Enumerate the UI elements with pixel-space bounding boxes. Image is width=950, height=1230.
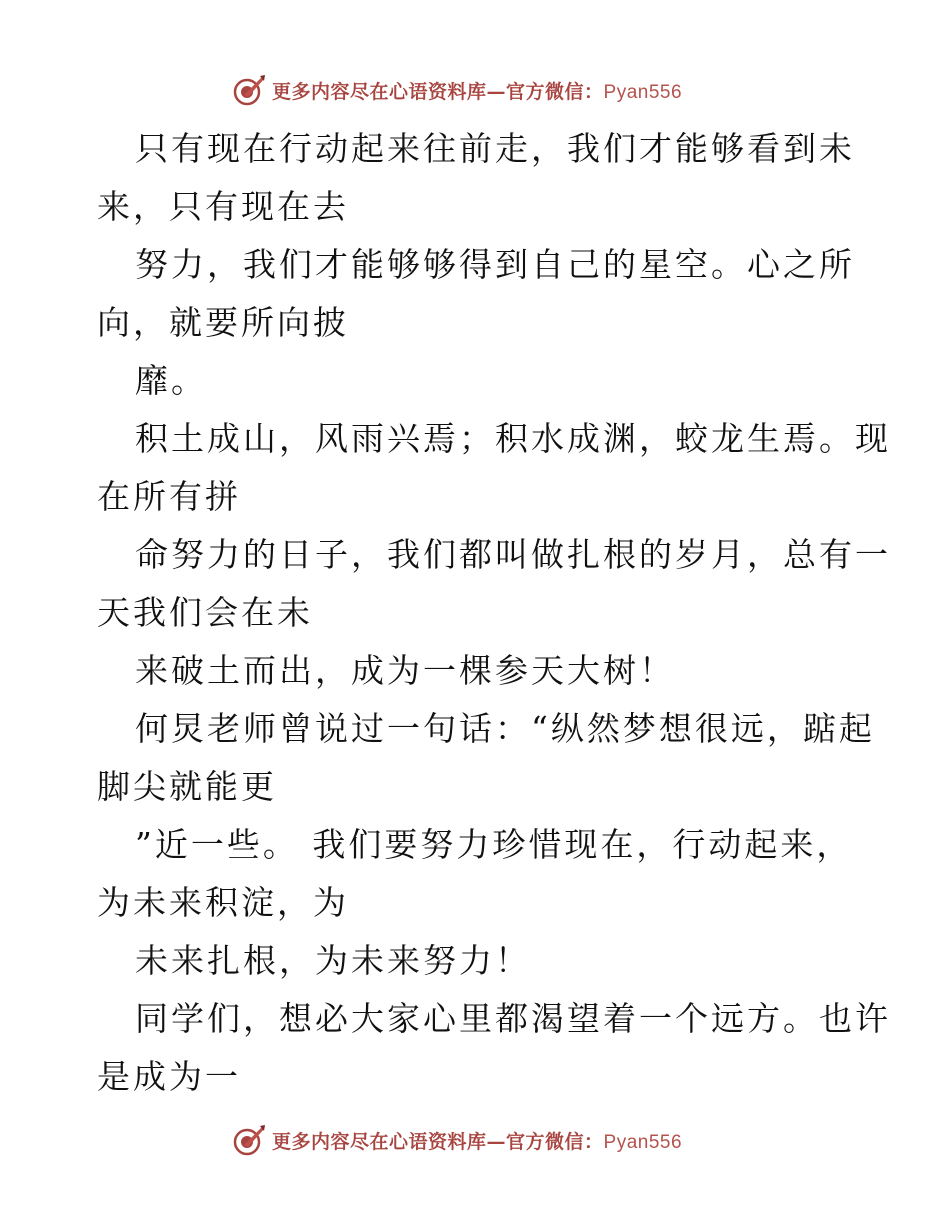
- footer-banner-text: 更多内容尽在心语资料库—官方微信：Pyan556: [272, 1130, 683, 1153]
- quill-logo-icon: [232, 73, 266, 107]
- header-banner-text: 更多内容尽在心语资料库—官方微信：Pyan556: [272, 80, 683, 103]
- quill-logo-icon: [232, 1123, 266, 1157]
- text-line: 积土成山，风雨兴焉；积水成渊，蛟龙生焉。现: [135, 419, 891, 458]
- header-banner: [232, 70, 732, 110]
- text-line: 只有现在行动起来往前走，我们才能够看到未: [135, 129, 855, 168]
- footer-wechat-id: Pyan556: [603, 1131, 683, 1153]
- footer-banner: [232, 1120, 732, 1160]
- text-line: 命努力的日子，我们都叫做扎根的岁月，总有一: [135, 535, 891, 574]
- text-line: 未来扎根，为未来努力！: [135, 941, 531, 980]
- text-line: 为未来积淀，为: [97, 883, 349, 922]
- text-line: 在所有拼: [97, 477, 241, 516]
- text-line: 努力，我们才能够够得到自己的星空。心之所: [135, 245, 855, 284]
- document-body: [97, 120, 891, 1106]
- header-wechat-id: Pyan556: [603, 81, 683, 103]
- text-line: 何炅老师曾说过一句话：“纵然梦想很远，踮起: [135, 709, 875, 748]
- text-line: 是成为一: [97, 1057, 241, 1096]
- text-line: 同学们，想必大家心里都渴望着一个远方。也许: [135, 999, 891, 1038]
- text-line: 靡。: [135, 361, 207, 400]
- text-line: 来破土而出，成为一棵参天大树！: [135, 651, 675, 690]
- text-line: 天我们会在未: [97, 593, 313, 632]
- text-line: ”近一些。 我们要努力珍惜现在，行动起来，: [135, 825, 853, 864]
- text-line: 向，就要所向披: [97, 303, 349, 342]
- text-line: 来，只有现在去: [97, 187, 349, 226]
- text-line: 脚尖就能更: [97, 767, 277, 806]
